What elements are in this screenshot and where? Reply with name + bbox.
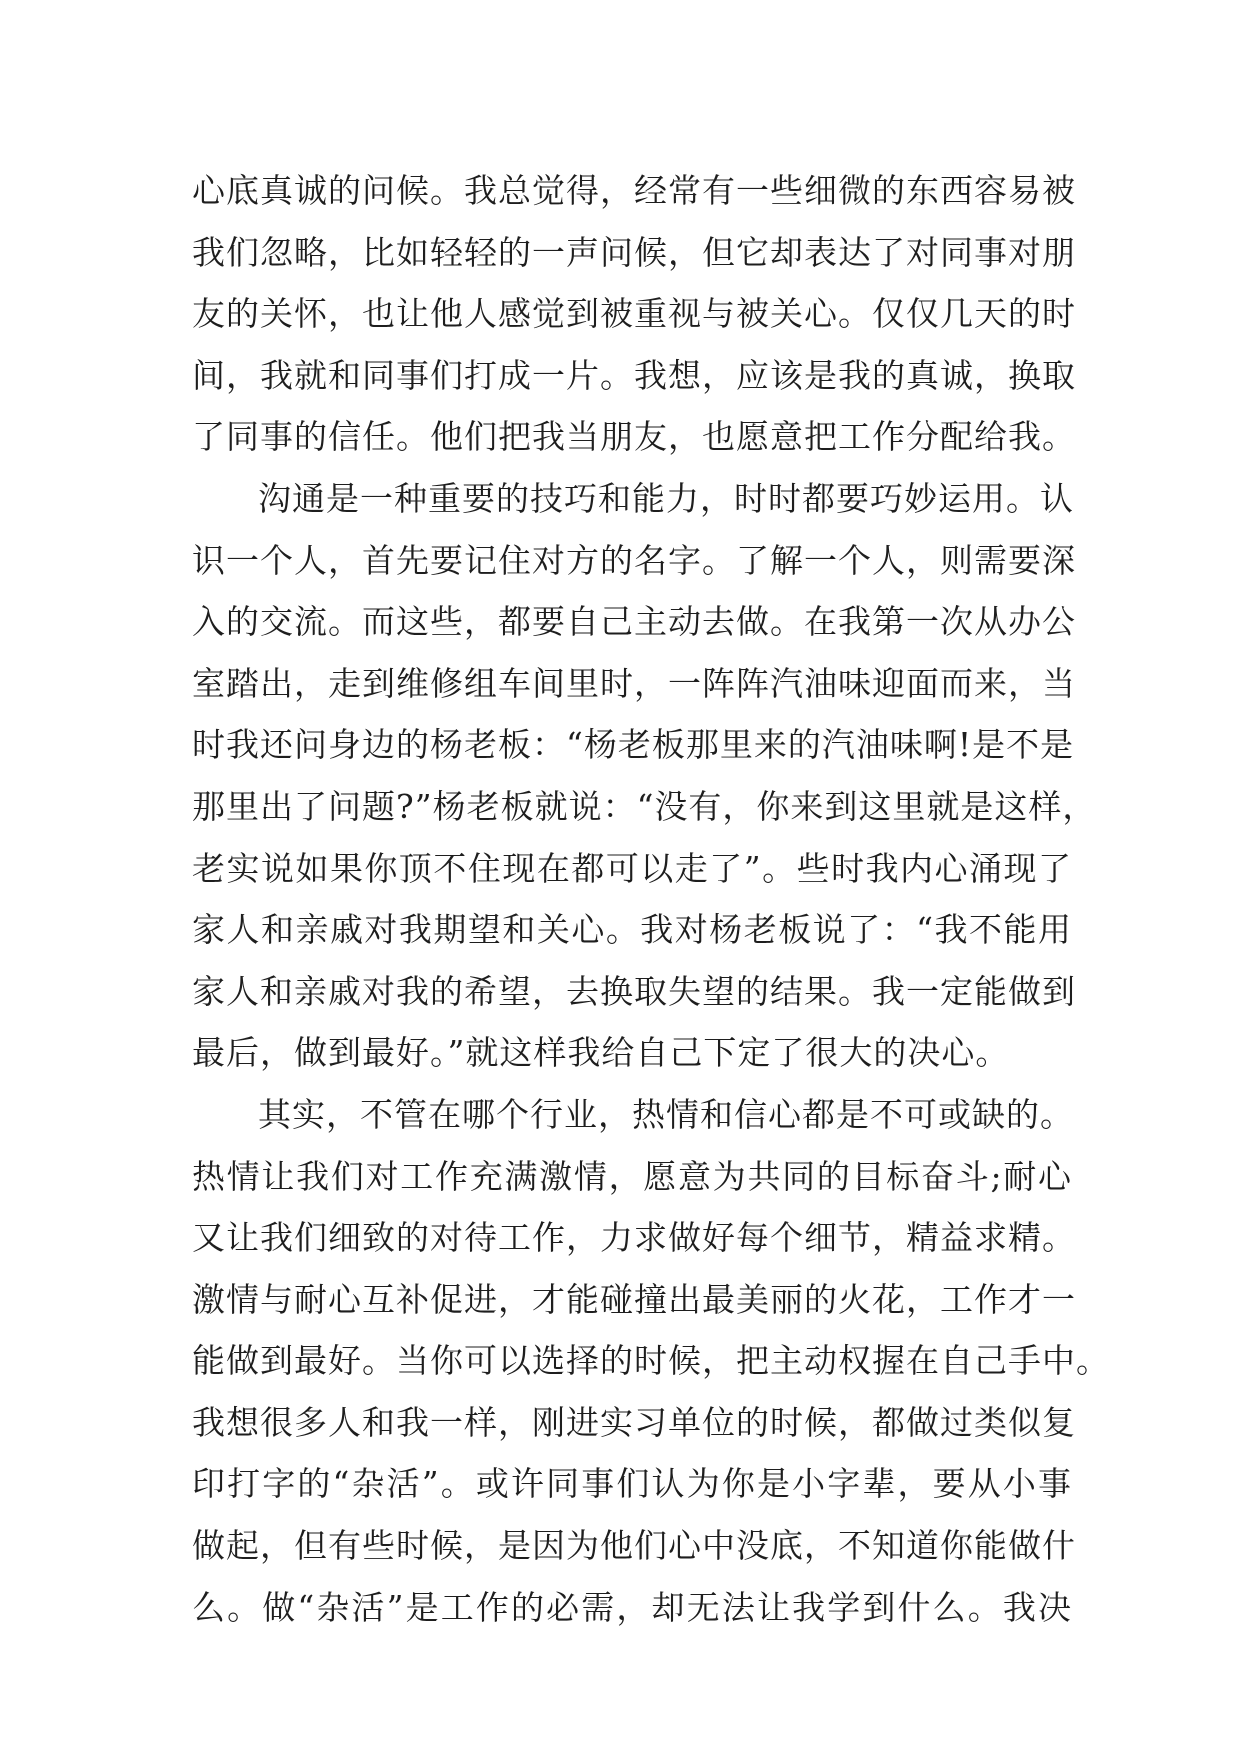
text-line: 时我还问身边的杨老板：“杨老板那里来的汽油味啊!是不是	[192, 725, 1075, 765]
text-line: 印打字的“杂活”。或许同事们认为你是小字辈，要从小事	[192, 1464, 1072, 1504]
paragraph-first-line: 沟通是一种重要的技巧和能力，时时都要巧妙运用。认	[258, 478, 1074, 518]
text-line: 又让我们细致的对待工作，力求做好每个细节，精益求精。	[192, 1218, 1076, 1258]
text-line: 了同事的信任。他们把我当朋友，也愿意把工作分配给我。	[192, 417, 1076, 457]
text-line: 家人和亲戚对我的希望，去换取失望的结果。我一定能做到	[192, 971, 1076, 1011]
text-line: 间，我就和同事们打成一片。我想，应该是我的真诚，换取	[192, 355, 1076, 395]
text-line: 室踏出，走到维修组车间里时，一阵阵汽油味迎面而来，当	[192, 663, 1076, 703]
text-line: 做起，但有些时候，是因为他们心中没底，不知道你能做什	[192, 1526, 1076, 1566]
body-text	[192, 160, 1110, 1638]
text-line: 么。做“杂活”是工作的必需，却无法让我学到什么。我决	[192, 1587, 1072, 1627]
text-line: 那里出了问题?”杨老板就说：“没有，你来到这里就是这样，	[192, 786, 1097, 826]
text-line: 友的关怀，也让他人感觉到被重视与被关心。仅仅几天的时	[192, 294, 1076, 334]
text-line: 能做到最好。当你可以选择的时候，把主动权握在自己手中。	[192, 1341, 1110, 1381]
text-line: 入的交流。而这些，都要自己主动去做。在我第一次从办公	[192, 602, 1076, 642]
text-line: 心底真诚的问候。我总觉得，经常有一些细微的东西容易被	[192, 171, 1076, 210]
text-line: 识一个人，首先要记住对方的名字。了解一个人，则需要深	[192, 540, 1076, 580]
text-line: 家人和亲戚对我期望和关心。我对杨老板说了：“我不能用	[192, 910, 1072, 950]
text-line: 热情让我们对工作充满激情，愿意为共同的目标奋斗;耐心	[192, 1156, 1072, 1196]
paragraph-first-line: 其实，不管在哪个行业，热情和信心都是不可或缺的。	[258, 1094, 1074, 1134]
text-line: 最后，做到最好。”就这样我给自己下定了很大的决心。	[192, 1033, 1010, 1073]
text-line: 我想很多人和我一样，刚进实习单位的时候，都做过类似复	[192, 1402, 1076, 1442]
text-line: 我们忽略，比如轻轻的一声问候，但它却表达了对同事对朋	[192, 232, 1076, 272]
text-line: 激情与耐心互补促进，才能碰撞出最美丽的火花，工作才一	[192, 1279, 1076, 1319]
text-line: 老实说如果你顶不住现在都可以走了”。些时我内心涌现了	[192, 848, 1072, 888]
